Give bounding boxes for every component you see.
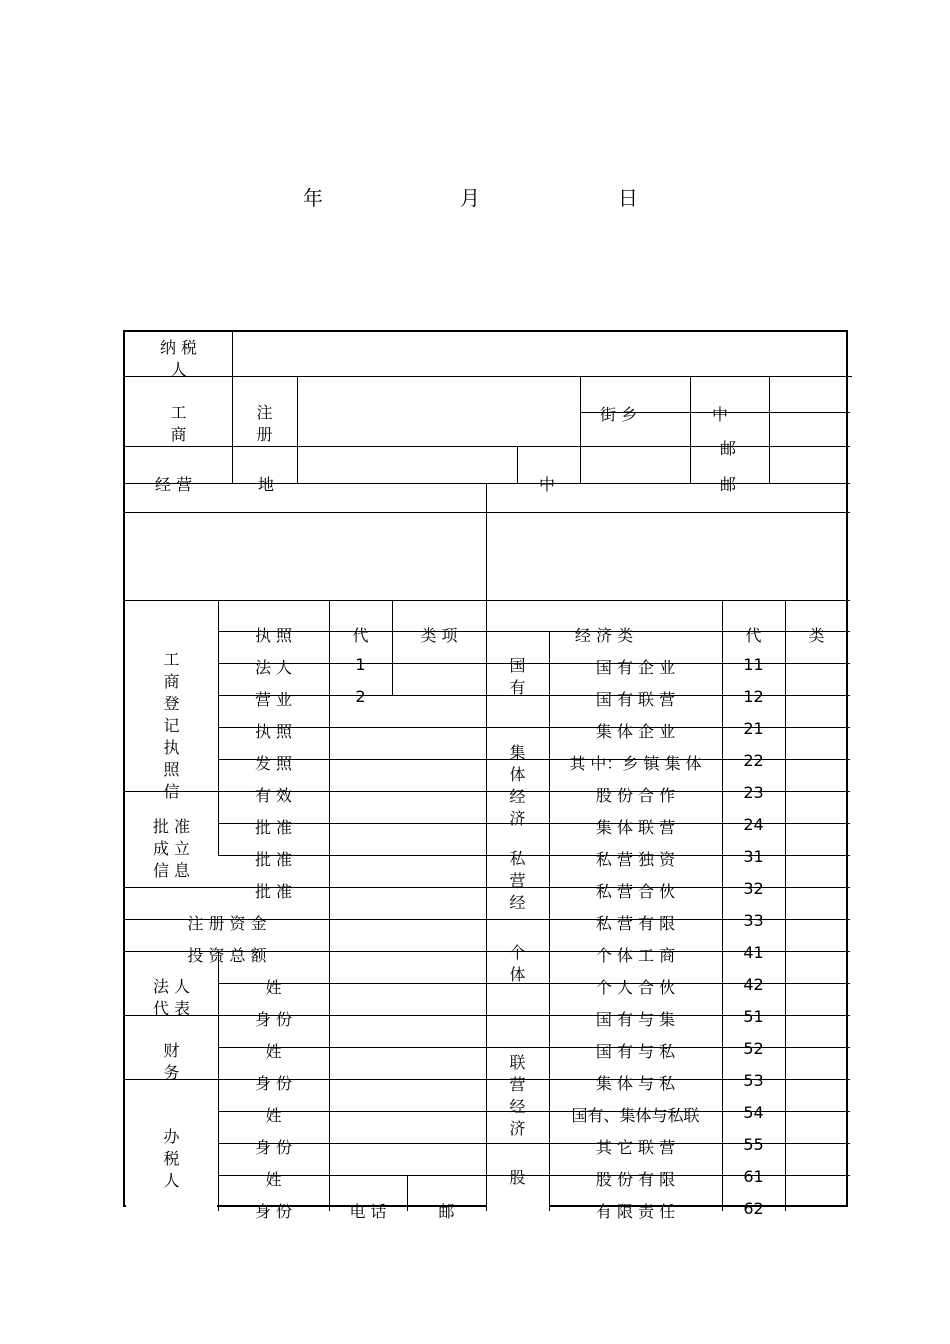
left-frag-6: 2 xyxy=(355,687,366,706)
center-fragment-1: 中 xyxy=(712,405,729,424)
left-frag-8: 发 照 xyxy=(254,754,293,773)
industry-commerce-label: 工 商 xyxy=(170,403,187,444)
left-frag-11: 批 准 xyxy=(254,850,293,869)
econ-frag-23: 个 人 合 伙 xyxy=(595,978,676,997)
state-owned-label: 国 有 xyxy=(509,656,526,697)
center-fragment-2: 中 xyxy=(539,475,556,494)
econ-frag-22: 41 xyxy=(743,943,764,962)
econ-frag-20: 33 xyxy=(743,911,764,930)
econ-frag-31: 国有、集体与私联 xyxy=(571,1106,700,1125)
left-frag-24: 邮 xyxy=(438,1202,455,1221)
econ-frag-36: 61 xyxy=(743,1167,764,1186)
econ-frag-16: 31 xyxy=(743,847,764,866)
left-frag-2: 类 项 xyxy=(420,626,458,645)
left-frag-5: 营 业 xyxy=(254,690,293,709)
left-frag-22: 身 份 xyxy=(254,1202,293,1221)
approval-info-label: 批 准 成 立 信 息 xyxy=(152,817,191,880)
left-frag-15: 姓 xyxy=(265,978,282,997)
left-frag-16: 身 份 xyxy=(254,1010,293,1029)
econ-frag-17: 私 营 合 伙 xyxy=(595,882,676,901)
econ-frag-19: 私 营 有 限 xyxy=(595,914,676,933)
left-frag-10: 批 准 xyxy=(254,818,293,837)
econ-frag-12: 23 xyxy=(743,783,764,802)
econ-frag-5: 国 有 联 营 xyxy=(595,690,676,709)
econ-frag-29: 集 体 与 私 xyxy=(595,1074,676,1093)
left-frag-23: 电 话 xyxy=(349,1202,387,1221)
individual-label: 个 体 xyxy=(509,943,526,984)
econ-frag-37: 有 限 责 任 xyxy=(595,1202,676,1221)
econ-frag-32: 54 xyxy=(743,1103,764,1122)
econ-frag-14: 24 xyxy=(743,815,764,834)
left-frag-13: 注 册 资 金 xyxy=(187,914,267,933)
date-month: 月 xyxy=(460,186,480,210)
shares-label: 股 xyxy=(509,1168,526,1187)
econ-frag-33: 其 它 联 营 xyxy=(595,1138,676,1157)
address-fragment: 地 xyxy=(258,475,275,494)
postal-fragment-1: 邮 xyxy=(720,439,737,458)
econ-frag-7: 集 体 企 业 xyxy=(595,722,676,741)
econ-frag-0: 经 济 类 xyxy=(574,626,634,645)
econ-frag-27: 国 有 与 私 xyxy=(595,1042,676,1061)
tax-officer-label: 办 税 人 xyxy=(163,1127,180,1190)
econ-frag-15: 私 营 独 资 xyxy=(595,850,676,869)
left-frag-3: 法 人 xyxy=(254,658,293,677)
econ-frag-30: 53 xyxy=(743,1071,764,1090)
econ-frag-26: 51 xyxy=(743,1007,764,1026)
left-frag-20: 身 份 xyxy=(254,1138,293,1157)
econ-frag-34: 55 xyxy=(743,1135,764,1154)
postal-fragment-2: 邮 xyxy=(720,475,737,494)
left-frag-1: 代 xyxy=(352,626,369,645)
taxpayer-label: 纳 税 人 xyxy=(159,338,198,379)
left-frag-12: 批 准 xyxy=(254,882,293,901)
econ-frag-3: 国 有 企 业 xyxy=(595,658,676,677)
left-frag-18: 身 份 xyxy=(254,1074,293,1093)
private-label: 私 营 经 xyxy=(509,849,526,912)
joint-label: 联 营 经 济 xyxy=(509,1053,526,1138)
collective-label: 集 体 经 济 xyxy=(509,743,526,828)
date-year: 年 xyxy=(303,186,323,210)
econ-frag-28: 52 xyxy=(743,1039,764,1058)
left-frag-9: 有 效 xyxy=(254,786,293,805)
left-frag-21: 姓 xyxy=(265,1170,282,1189)
left-frag-17: 姓 xyxy=(265,1042,282,1061)
left-frag-0: 执 照 xyxy=(254,626,293,645)
left-frag-14: 投 资 总 额 xyxy=(187,946,267,965)
register-label: 注 册 xyxy=(256,403,273,444)
econ-frag-11: 股 份 合 作 xyxy=(595,786,676,805)
econ-frag-4: 11 xyxy=(743,655,764,674)
econ-frag-13: 集 体 联 营 xyxy=(595,818,676,837)
street-township-fragment: 街 乡 xyxy=(600,405,638,424)
econ-frag-25: 国 有 与 集 xyxy=(595,1010,676,1029)
econ-frag-35: 股 份 有 限 xyxy=(595,1170,676,1189)
econ-frag-6: 12 xyxy=(743,687,764,706)
econ-frag-38: 62 xyxy=(743,1199,764,1218)
legal-rep-label: 法 人 代 表 xyxy=(152,977,191,1018)
econ-frag-24: 42 xyxy=(743,975,764,994)
econ-frag-2: 类 xyxy=(808,626,825,645)
left-frag-4: 1 xyxy=(355,655,366,674)
econ-frag-10: 22 xyxy=(743,751,764,770)
econ-frag-18: 32 xyxy=(743,879,764,898)
econ-frag-21: 个 体 工 商 xyxy=(595,946,676,965)
date-day: 日 xyxy=(618,186,638,210)
left-frag-19: 姓 xyxy=(265,1106,282,1125)
econ-frag-8: 21 xyxy=(743,719,764,738)
left-frag-7: 执 照 xyxy=(254,722,293,741)
econ-frag-1: 代 xyxy=(745,626,762,645)
econ-frag-9: 其 中：乡 镇 集 体 xyxy=(569,754,702,773)
registration-form-table xyxy=(123,330,848,1221)
operation-fragment: 经 营 xyxy=(155,475,193,494)
license-info-label: 工 商 登 记 执 照 信 xyxy=(163,650,180,801)
finance-label: 财 务 xyxy=(163,1041,180,1082)
